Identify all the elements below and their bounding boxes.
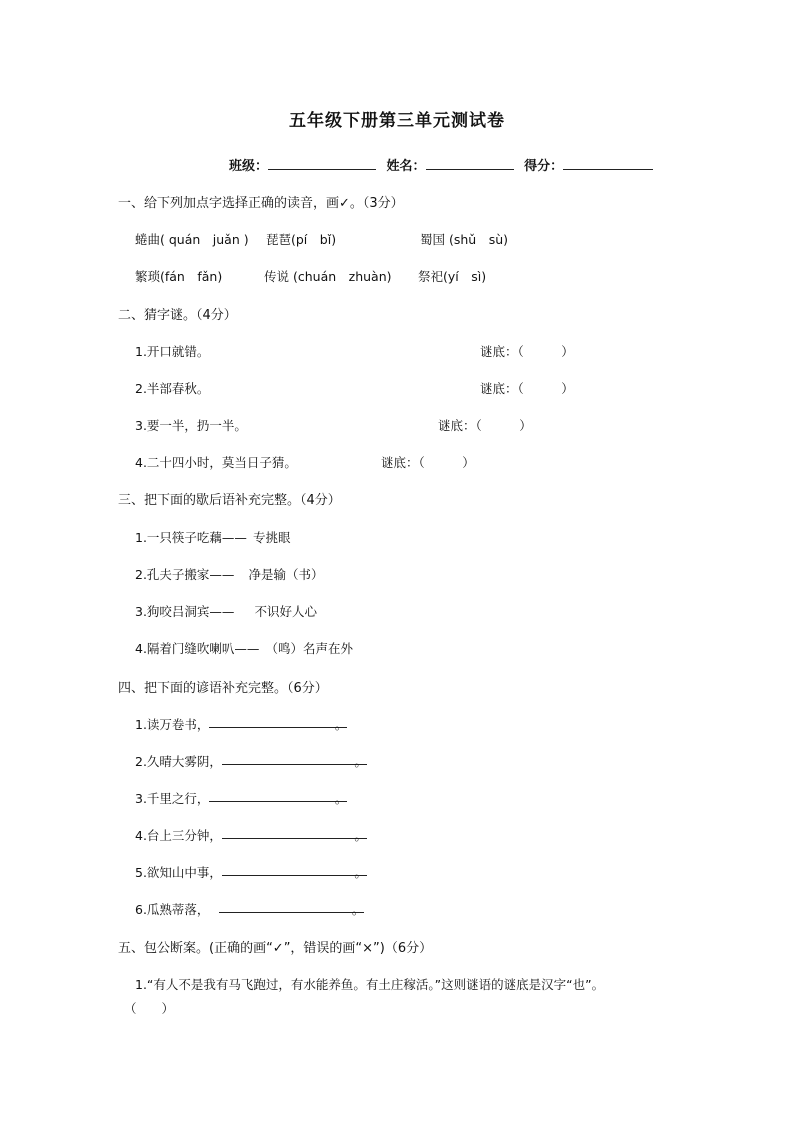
pinyin-choice[interactable]: 蜀国 (shǔ sù) [420,232,509,247]
xiehouyu-item [135,639,353,657]
proverb-blank[interactable] [222,752,367,769]
name-field[interactable] [426,157,514,170]
proverb-end: 。 [354,828,367,843]
xiehouyu-item [135,602,317,620]
judge-answer[interactable]: （ ） [124,1001,175,1016]
proverb-item [135,863,367,881]
proverb-blank[interactable] [219,900,365,917]
proverb-prompt: 5.欲知山中事， [135,865,222,880]
xiehouyu-question: 3.狗咬吕洞宾—— [135,604,235,619]
proverb-prompt: 3.千里之行， [135,791,210,806]
section2-heading: 二、猜字谜。（4分） [118,308,237,323]
pinyin-choice[interactable]: 繁琐(fán fǎn) [135,269,223,284]
section5-heading: 五、包公断案。(正确的画“✓”，错误的画“×”)（6分） [118,941,433,956]
section1-heading: 一、给下列加点字选择正确的读音，画✓。（3分） [118,196,404,211]
section3-heading: 三、把下面的歇后语补充完整。（4分） [118,493,341,508]
proverb-blank[interactable] [209,789,348,806]
student-info-line [229,155,653,174]
xiehouyu-item [135,528,290,546]
riddle-answer[interactable]: 谜底：（ ） [438,418,532,433]
proverb-prompt: 6.瓜熟蒂落， [135,902,210,917]
riddle-answer[interactable]: 谜底：（ ） [381,455,475,470]
pinyin-choice[interactable]: 传说 (chuán zhuàn) [264,269,392,284]
class-label: 班级： [229,159,269,174]
riddle-item: 4.二十四小时，莫当日子猜。 [135,455,297,470]
proverb-blank[interactable] [209,715,348,732]
xiehouyu-question: 1.一只筷子吃藕—— [135,530,247,545]
xiehouyu-answer: （鸣）名声在外 [265,641,353,656]
name-label: 姓名： [386,159,426,174]
section4-heading: 四、把下面的谚语补充完整。（6分） [118,681,328,696]
pinyin-choice[interactable]: 祭祀(yí sì) [418,269,487,284]
proverb-end: 。 [334,717,348,732]
proverb-prompt: 2.久晴大雾阴， [135,754,222,769]
riddle-item: 2.半部春秋。 [135,381,210,396]
proverb-end: 。 [354,754,367,769]
proverb-item [135,752,367,770]
xiehouyu-answer: 专挑眼 [252,530,291,545]
xiehouyu-answer: 不识好人心 [254,604,317,619]
xiehouyu-question: 4.隔着门缝吹喇叭—— [135,641,260,656]
riddle-item: 1.开口就错。 [135,344,210,359]
pinyin-choice[interactable]: 蜷曲( quán juǎn ) [135,232,249,247]
proverb-prompt: 4.台上三分钟， [135,828,222,843]
page-title: 五年级下册第三单元测试卷 [289,111,505,131]
proverb-prompt: 1.读万卷书， [135,717,210,732]
score-field[interactable] [563,157,653,170]
proverb-item [135,789,347,807]
pinyin-choice[interactable]: 琵琶(pí bǐ) [266,232,337,247]
judge-item: 1.“有人不是我有马飞跑过，有水能养鱼。有土庄稼活。”这则谜语的谜底是汉字“也”。 [135,977,605,992]
xiehouyu-item [135,565,323,583]
proverb-item [135,900,364,918]
xiehouyu-question: 2.孔夫子搬家—— [135,567,235,582]
riddle-answer[interactable]: 谜底：（ ） [480,381,574,396]
proverb-end: 。 [354,865,367,880]
proverb-item [135,826,367,844]
proverb-item [135,715,347,733]
xiehouyu-answer: 净是输（书） [248,567,324,582]
score-label: 得分： [524,159,564,174]
proverb-blank[interactable] [222,863,367,880]
proverb-end: 。 [351,902,365,917]
proverb-end: 。 [334,791,348,806]
class-field[interactable] [268,157,376,170]
riddle-item: 3.要一半，扔一半。 [135,418,247,433]
proverb-blank[interactable] [222,826,367,843]
riddle-answer[interactable]: 谜底：（ ） [480,344,574,359]
